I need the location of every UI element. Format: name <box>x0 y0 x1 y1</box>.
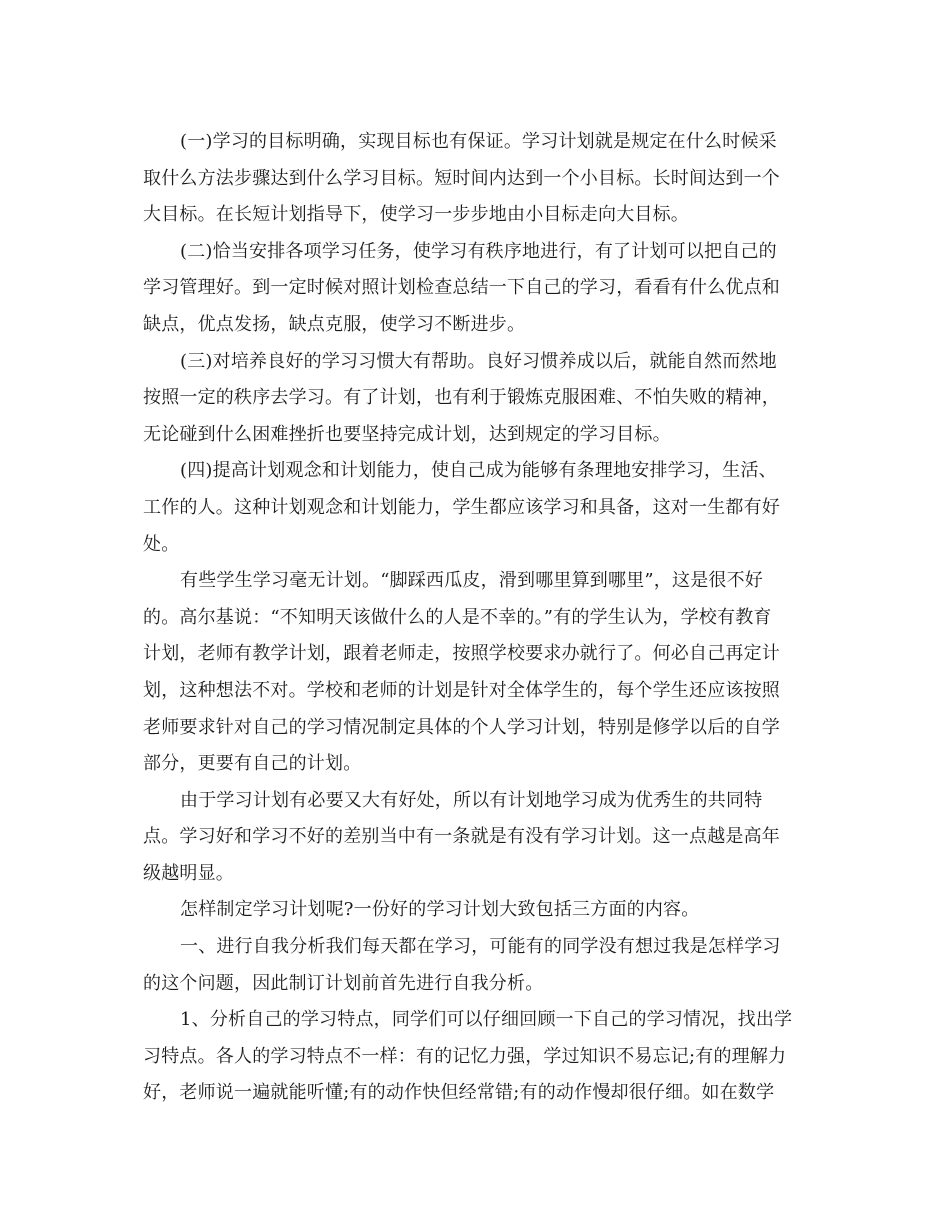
text-line: 级越明显。 <box>143 862 234 884</box>
text-line: (三)对培养良好的学习习惯大有帮助。良好习惯养成以后，就能自然而然地 <box>180 350 777 372</box>
text-line: 的这个问题，因此制订计划前首先进行自我分析。 <box>143 972 544 994</box>
text-line: 按照一定的秩序去学习。有了计划，也有利于锻炼克服困难、不怕失败的精神， <box>143 387 780 409</box>
text-line: 处。 <box>143 533 180 555</box>
text-line: 好，老师说一遍就能听懂;有的动作快但经常错;有的动作慢却很仔细。如在数学 <box>143 1082 775 1104</box>
text-line: 点。学习好和学习不好的差别当中有一条就是有没有学习计划。这一点越是高年 <box>143 826 780 848</box>
text-line: 有些学生学习毫无计划。“脚踩西瓜皮，滑到哪里算到哪里”，这是很不好 <box>180 570 764 592</box>
text-line: 无论碰到什么困难挫折也要坚持完成计划，达到规定的学习目标。 <box>143 423 671 445</box>
text-line: 计划，老师有教学计划，跟着老师走，按照学校要求办就行了。何必自己再定计 <box>143 643 780 665</box>
text-line: (二)恰当安排各项学习任务，使学习有秩序地进行，有了计划可以把自己的 <box>180 240 777 262</box>
text-line: 怎样制定学习计划呢?一份好的学习计划大致包括三方面的内容。 <box>180 899 700 921</box>
text-line: 划，这种想法不对。学校和老师的计划是针对全体学生的，每个学生还应该按照 <box>143 679 780 701</box>
text-line: (一)学习的目标明确，实现目标也有保证。学习计划就是规定在什么时候采 <box>180 131 777 152</box>
text-line: 部分，更要有自己的计划。 <box>143 753 362 775</box>
text-line: 取什么方法步骤达到什么学习目标。短时间内达到一个小目标。长时间达到一个 <box>143 167 780 189</box>
document-body <box>143 124 803 1112</box>
text-line: 缺点，优点发扬，缺点克服，使学习不断进步。 <box>143 313 526 335</box>
text-line: 老师要求针对自己的学习情况制定具体的个人学习计划，特别是修学以后的自学 <box>143 716 780 738</box>
text-line: 一、进行自我分析我们每天都在学习，可能有的同学没有想过我是怎样学习 <box>180 936 781 958</box>
text-line: 由于学习计划有必要又大有好处，所以有计划地学习成为优秀生的共同特 <box>180 789 763 811</box>
text-line: 1、分析自己的学习特点，同学们可以仔细回顾一下自己的学习情况，找出学 <box>180 1009 793 1031</box>
text-line: 工作的人。这种计划观念和计划能力，学生都应该学习和具备，这对一生都有好 <box>143 496 780 518</box>
text-line: 学习管理好。到一定时候对照计划检查总结一下自己的学习，看看有什么优点和 <box>143 277 780 299</box>
text-line: (四)提高计划观念和计划能力，使自己成为能够有条理地安排学习，生活、 <box>180 460 777 482</box>
text-line: 大目标。在长短计划指导下，使学习一步步地由小目标走向大目标。 <box>143 204 689 226</box>
text-line: 习特点。各人的学习特点不一样：有的记忆力强，学过知识不易忘记;有的理解力 <box>143 1045 787 1067</box>
text-line: 的。高尔基说：“不知明天该做什么的人是不幸的。”有的学生认为，学校有教育 <box>143 606 772 628</box>
